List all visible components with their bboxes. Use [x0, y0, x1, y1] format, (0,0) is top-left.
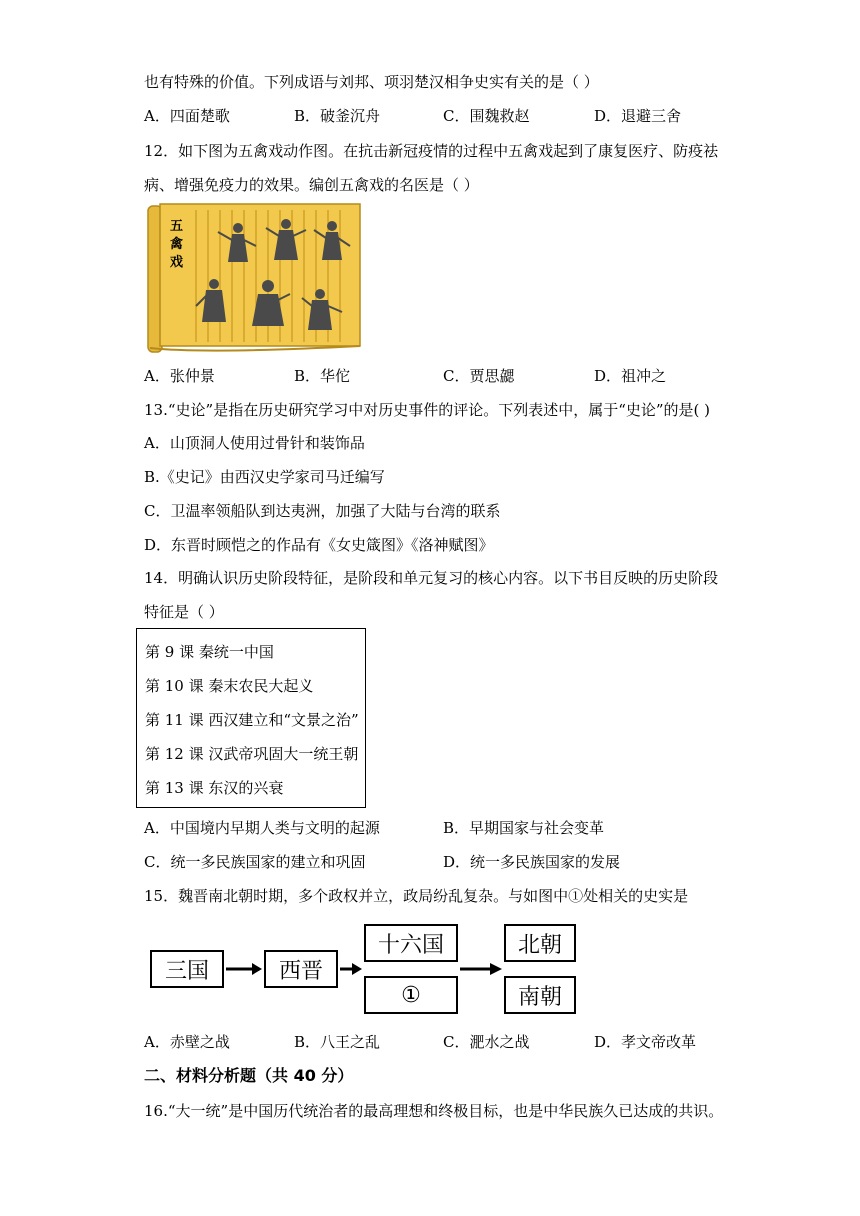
question-11-stem-tail: 也有特殊的价值。下列成语与刘邦、项羽楚汉相争史实有关的是（ ） [144, 73, 599, 91]
q12-option-c[interactable]: C．贾思勰 [443, 367, 515, 385]
scroll-title: 五禽戏 [170, 219, 184, 270]
q11-option-a[interactable]: A．四面楚歌 [144, 107, 230, 125]
flow-arrows [146, 920, 586, 1020]
dynasty-box-nanchao: 南朝 [504, 976, 576, 1014]
toc-item: 第 9 课 秦统一中国 [145, 643, 274, 661]
textbook-contents-box [136, 628, 366, 808]
question-12-stem-line2: 病、增强免疫力的效果。编创五禽戏的名医是（ ） [144, 176, 479, 194]
toc-item: 第 12 课 汉武帝巩固大一统王朝 [145, 745, 359, 763]
toc-item: 第 13 课 东汉的兴衰 [145, 779, 284, 797]
q15-option-a[interactable]: A．赤壁之战 [144, 1033, 230, 1051]
q14-option-d[interactable]: D．统一多民族国家的发展 [443, 853, 621, 871]
q15-option-c[interactable]: C．淝水之战 [443, 1033, 530, 1051]
question-13-stem: 13.“史论”是指在历史研究学习中对历史事件的评论。下列表述中，属于“史论”的是( ) [144, 401, 711, 419]
q12-option-b[interactable]: B．华佗 [294, 367, 351, 385]
q14-option-b[interactable]: B．早期国家与社会变革 [443, 819, 605, 837]
q11-option-b[interactable]: B．破釜沉舟 [294, 107, 381, 125]
q11-option-c[interactable]: C．围魏救赵 [443, 107, 530, 125]
q15-option-b[interactable]: B．八王之乱 [294, 1033, 381, 1051]
question-16-stem: 16.“大一统”是中国历代统治者的最高理想和终极目标，也是中华民族久已达成的共识。 [144, 1102, 724, 1120]
question-12-stem-line1: 12．如下图为五禽戏动作图。在抗击新冠疫情的过程中五禽戏起到了康复医疗、防疫祛 [144, 142, 719, 160]
q13-option-c[interactable]: C．卫温率领船队到达夷洲，加强了大陆与台湾的联系 [144, 502, 501, 520]
dynasty-box-shiliuguo: 十六国 [364, 924, 458, 962]
dynasty-flow-diagram [146, 920, 586, 1020]
q13-option-b[interactable]: B.《史记》由西汉史学家司马迁编写 [144, 468, 385, 486]
q12-option-a[interactable]: A．张仲景 [144, 367, 215, 385]
question-14-stem-line2: 特征是（ ） [144, 603, 224, 621]
question-15-stem: 15．魏晋南北朝时期，多个政权并立，政局纷乱复杂。与如图中①处相关的史实是 [144, 887, 689, 905]
q14-option-a[interactable]: A．中国境内早期人类与文明的起源 [144, 819, 380, 837]
dynasty-box-xijin: 西晋 [264, 950, 338, 988]
q15-option-d[interactable]: D．孝文帝改革 [594, 1033, 697, 1051]
q11-option-d[interactable]: D．退避三舍 [594, 107, 682, 125]
toc-item: 第 10 课 秦末农民大起义 [145, 677, 314, 695]
q13-option-d[interactable]: D．东晋时顾恺之的作品有《女史箴图》《洛神赋图》 [144, 536, 494, 554]
toc-item: 第 11 课 西汉建立和“文景之治” [145, 711, 359, 729]
q12-option-d[interactable]: D．祖冲之 [594, 367, 667, 385]
question-14-stem-line1: 14．明确认识历史阶段特征，是阶段和单元复习的核心内容。以下书目反映的历史阶段 [144, 569, 719, 587]
dynasty-box-beichao: 北朝 [504, 924, 576, 962]
dynasty-box-sanguo: 三国 [150, 950, 224, 988]
q13-option-a[interactable]: A．山顶洞人使用过骨针和装饰品 [144, 434, 365, 452]
section-2-heading: 二、材料分析题（共 40 分） [144, 1066, 354, 1085]
q14-option-c[interactable]: C．统一多民族国家的建立和巩固 [144, 853, 366, 871]
dynasty-box-blank-1: ① [364, 976, 458, 1014]
